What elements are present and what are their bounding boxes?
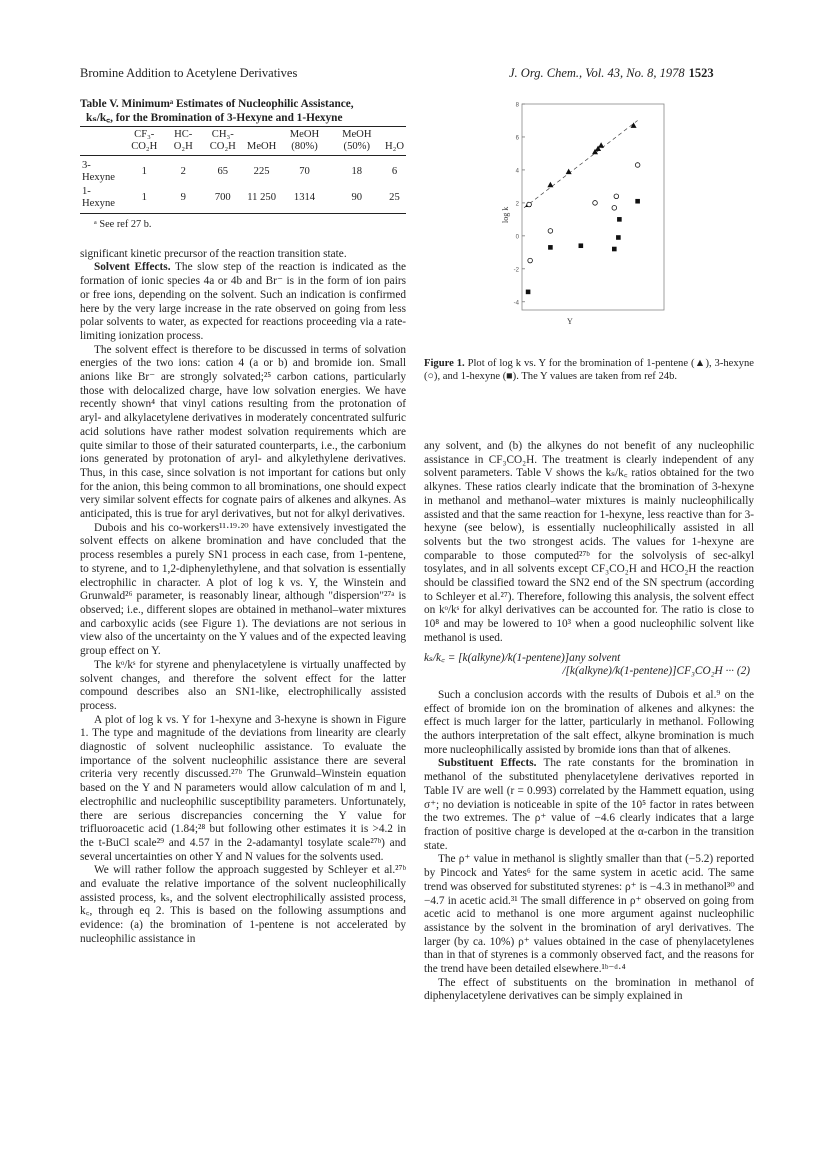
y-tick-label: -4 <box>513 300 519 307</box>
table-cell: 90 <box>331 185 383 214</box>
table-cell: 25 <box>383 185 406 214</box>
table-cell: 1 <box>123 185 166 214</box>
right-column <box>424 440 754 1004</box>
table-cell: 1 <box>141 166 147 177</box>
x-axis-mark: Y <box>567 317 573 326</box>
data-point-1-pentene <box>598 142 604 148</box>
table-cell: 1314 <box>278 185 330 214</box>
table-column-header <box>80 127 123 156</box>
data-point-1-hexyne <box>635 199 640 204</box>
y-tick-label: 6 <box>515 135 519 142</box>
data-point-3-hexyne <box>593 201 598 206</box>
paragraph <box>80 261 406 343</box>
paragraph: We will rather follow the approach suggested by Schleyer et al.²⁷ᵇ and evaluate the relative importance of the solvent nucleophilically assisted process, kₛ, and the solvent electrophilically assisted process, k꜀, through eq 2. This is based on the following assumptions and evidence: (a) the bromination of 1-pentene is not accelerated by nucleophilic assistance in <box>80 864 406 945</box>
data-point-1-hexyne <box>612 247 617 252</box>
running-header-right <box>509 66 714 81</box>
table-column-header: MeOH (50%) <box>331 127 383 156</box>
paragraph: A plot of log k vs. Y for 1-hexyne and 3-hexyne is shown in Figure 1. The type and magnitude of the deviations from linearity are clearly diagnostic of solvent nucleophilic assistance. To evaluate the importance of the solvent nucleophilic assistance there are several criteria very recently discussed.²⁷ᵇ The Grunwald–Winstein equation based on the Y and N parameters would allow calculation of m and l, electrophilic and nucleophilic susceptibility parameters. Unfortunately, there are serious discrepancies concerning the Y value for trifluoroacetic acid (1.84;²⁸ but following other estimates it is >4.2 in the t-BuCl scale²⁹ and 4.57 in the 2-adamantyl tosylate scale²⁷ᵇ) and several uncertainties on other Y and N values for the solvents used. <box>80 713 406 863</box>
page-number: 1523 <box>688 66 714 80</box>
table-v <box>80 126 406 214</box>
table-cell: 65 <box>217 166 229 177</box>
table-cell: 11 250 <box>245 185 278 214</box>
table-column-header: HC-O₂H <box>166 127 201 156</box>
table-caption-line2: kₛ/k꜀, for the Bromination of 3-Hexyne and 1-Hexyne <box>86 111 343 124</box>
figure-caption-label: Figure 1. <box>424 358 465 369</box>
equation-line1: kₛ/k꜀ = [k(alkyne)/k(1-pentene)]any solvent <box>424 651 621 664</box>
equation-line2: /[k(alkyne)/k(1-pentene)]CF₃CO₂H ··· (2) <box>562 665 750 678</box>
figure-1-plot <box>496 98 682 350</box>
data-point-1-pentene <box>547 182 553 188</box>
table-cell: 3-Hexyne <box>82 160 115 183</box>
plot-frame <box>522 104 664 310</box>
data-point-1-hexyne <box>616 235 621 240</box>
section-heading: Solvent Effects. <box>94 261 171 274</box>
figure-1 <box>496 98 682 350</box>
running-header-left: Bromine Addition to Acetylene Derivatives <box>80 66 298 80</box>
section-heading: Substituent Effects. <box>438 757 537 770</box>
table-column-header: MeOH <box>245 127 278 156</box>
data-point-3-hexyne <box>548 229 553 234</box>
paragraph-text: The slow step of the reaction is indicated as the formation of ionic species 4a or 4b and Br⁻ is in the form of ion pairs or free ions, depending on the solvent. Such an indication is confirmed here by the very large increase in the rate observed on going from less polar solvents to water, as expected for reactions proceeding via a rate-limiting ionization process. <box>80 261 406 342</box>
table-cell: 18 <box>351 166 363 177</box>
trend-line <box>524 120 638 207</box>
table-cell: 1-Hexyne <box>80 185 123 214</box>
table-cell: 70 <box>299 166 310 177</box>
y-axis-label: log k <box>501 206 510 223</box>
data-point-1-hexyne <box>548 245 553 250</box>
data-point-3-hexyne <box>612 206 617 211</box>
data-point-1-hexyne <box>579 243 584 248</box>
data-point-1-pentene <box>566 169 572 175</box>
paragraph-text: The rate constants for the bromination in methanol of the substituted phenylacetylene derivatives reported in Table IV are well (r = 0.993) correlated by the Hammett equation, using σ⁺; no deviation is noticeable in spite of the 10⁵ factor in rates between the two extremes. The ρ⁺ value of −4.6 clearly indicates that a large fraction of positive charge is developed at the α-carbon in the transition state. <box>424 757 754 852</box>
table-row <box>80 185 406 214</box>
table-cell: 225 <box>253 166 270 177</box>
table-footnote: ᵃ See ref 27 b. <box>94 219 152 230</box>
table-cell: 2 <box>180 166 186 177</box>
y-tick-label: 8 <box>515 102 519 109</box>
table-caption-line1: Table V. Minimumᵃ Estimates of Nucleophilic Assistance, <box>80 98 354 110</box>
y-tick-label: -2 <box>513 267 519 274</box>
data-point-3-hexyne <box>528 258 533 263</box>
data-point-1-hexyne <box>617 217 622 222</box>
paragraph: The solvent effect is therefore to be discussed in terms of solvation energies of the two ions: cation 4 (a or b) and bromide ion. Small anions like Br⁻ are strongly solvated;²⁵ carbon cations, particularly those with delocalized charge, have low solvation energies. We have recently shown⁴ that vinyl cations resulting from the protonation of aryl- and alkylacetylene derivatives in moderately concentrated sulfuric acid solutions have rather modest solvation requirements which are quite similar to those of their saturated counterparts, i.e., the carbonium ions generated by protonation of aryl- and alkylethylene derivatives. Thus, in this case, since solvation is not important for cations but only for the anion, this being common to all brominations, one should expect very similar solvent effects for cognate pairs of alkenes and alkynes. As anticipated, this is true for aryl derivatives, but not for alkyl derivatives. <box>80 343 406 521</box>
equation-2 <box>424 652 754 679</box>
table-column-header: MeOH (80%) <box>278 127 330 156</box>
figure-caption-text: Plot of log k vs. Y for the bromination of 1-pentene (▲), 3-hexyne (○), and 1-hexyne (■). The Y values are taken from ref 24b. <box>424 358 754 382</box>
table-cell: 9 <box>166 185 201 214</box>
paragraph: significant kinetic precursor of the reaction transition state. <box>80 247 347 260</box>
journal-citation: J. Org. Chem., Vol. 43, No. 8, 1978 <box>509 66 685 80</box>
table-cell: 6 <box>391 166 398 177</box>
data-point-1-hexyne <box>526 290 531 295</box>
paragraph: The ρ⁺ value in methanol is slightly smaller than that (−5.2) reported by Pincock and Yates⁶ for the same system in acetic acid. The same trend was observed for substituted styrenes: ρ⁺ is −4.3 in methanol³⁰ and −4.7 in acetic acid.³¹ The small difference in ρ⁺ observed on going from acetic acid to methanol is one more argument against nucleophilic assistance by the solvent in the bromination of aryl derivatives. The larger (by ca. 10%) ρ⁺ values obtained in the case of phenylacetylenes than in that of styrenes is a commonly observed fact, and the reasons for the trend have been detailed elsewhere.¹ᵇ⁻ᵈ·⁴ <box>424 853 754 976</box>
table-column-header: CF₃-CO₂H <box>123 127 166 156</box>
paragraph: The kᵒ/kˢ for styrene and phenylacetylene is virtually unaffected by solvent changes, and therefore the solvent effect for the latter compound describes also an SN1-like, electrophilically assisted process. <box>80 658 406 712</box>
table-column-header: H₂O <box>383 127 406 156</box>
y-tick-label: 4 <box>515 168 519 175</box>
paragraph <box>424 757 754 853</box>
left-column <box>80 98 406 947</box>
paragraph: Such a conclusion accords with the results of Dubois et al.⁹ on the effect of bromide ion on the bromination of alkenes and alkynes: the effect is much larger for the latter, particularly in methanol. Following the authors interpretation of the salt effect, alkyne bromination is much more nucleophilically assisted by bromide ions than that of alkenes. <box>424 688 754 756</box>
table-cell: 700 <box>201 185 245 214</box>
y-tick-label: 2 <box>515 201 519 208</box>
data-point-3-hexyne <box>527 202 532 207</box>
table-row <box>80 156 406 186</box>
y-tick-label: 0 <box>515 234 519 241</box>
table-caption <box>80 98 406 125</box>
figure-caption <box>424 357 754 383</box>
paragraph: The effect of substituents on the bromination in methanol of diphenylacetylene derivatives can be simply explained in <box>424 976 754 1003</box>
data-point-3-hexyne <box>635 163 640 168</box>
paragraph: any solvent, and (b) the alkynes do not benefit of any nucleophilic assistance in CF₃CO₂H. The treatment is clearly independent of any solvent parameters. Table V shows the kₛ/k꜀ ratios obtained for the two alkynes. These ratios clearly indicate that the bromination of 3-hexyne in methanol and methanol–water mixtures is mainly nucleophilically assisted and that the same reaction for 1-hexyne, less reactive than for 3-hexyne (see below), is essentially nucleophilically assisted in all solvents but the two strongest acids. The values for 1-hexyne are comparable to those computed²⁷ᵇ for the solvolysis of sec-alkyl tosylates, and in all solvents except CF₃CO₂H and HCO₂H the reaction should be classified toward the SN2 end of the SN spectrum (according to Schleyer et al.²⁷). Therefore, following this analysis, the solvent effect on kᵒ/kˢ for alkyl derivatives can be accounted for. The ratio is close to 10⁸ and may be lowered to 10³ when a good nucleophilic solvent like methanol is used. <box>424 440 754 644</box>
data-point-3-hexyne <box>614 194 619 199</box>
table-column-header: CH₃-CO₂H <box>201 127 245 156</box>
paragraph: Dubois and his co-workers¹¹·¹⁹·²⁰ have extensively investigated the solvent effects on alkene bromination and have concluded that the process resembles a purely SN1 process in each case, from 1-pentene, to styrene, and to 1,2-diphenylethylene, and that solvation is essentially electrophilic in character. A plot of log k vs. Y, the Winstein and Grunwald²⁶ parameter, is reasonably linear, although "dispersion"²⁷ᵃ is observed; i.e., different slopes are obtained in methanol–water mixtures and carboxylic acids (see Figure 1). The deviations are not serious in view also of the uncertainty on the Y values and of the expected leaving group effect on Y. <box>80 521 406 658</box>
table-header-row <box>80 127 406 156</box>
